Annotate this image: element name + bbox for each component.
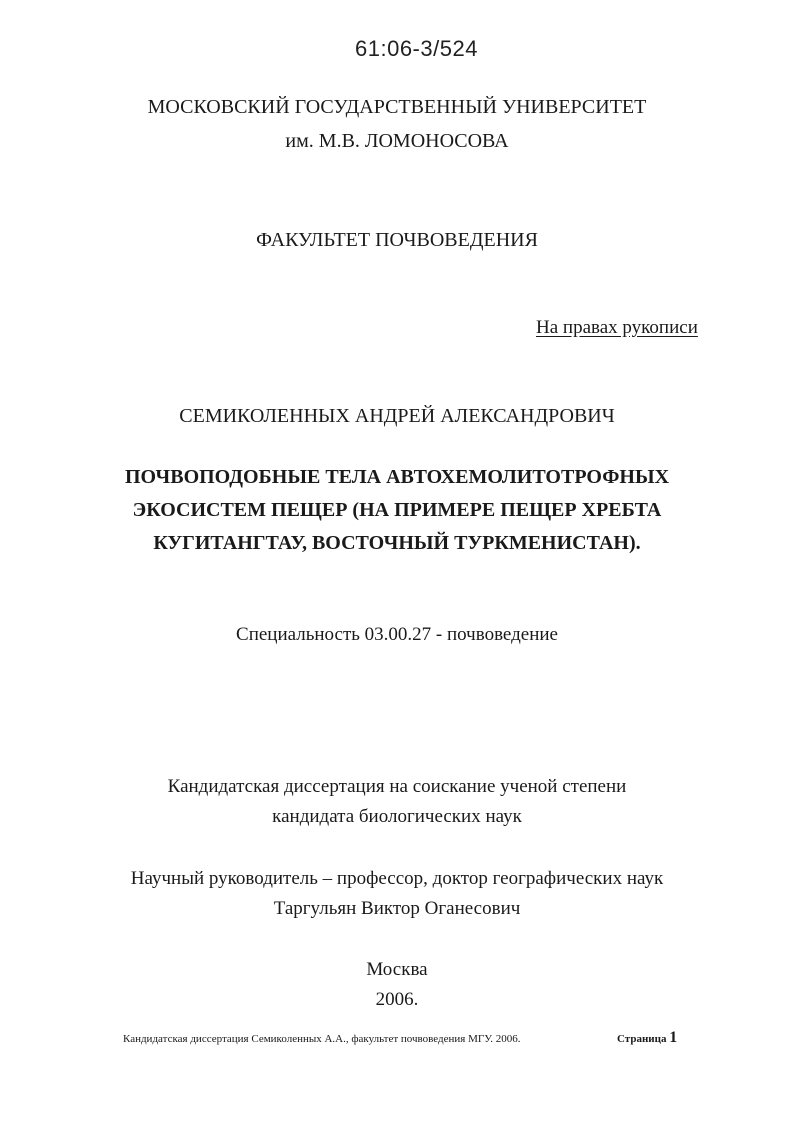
author-name: СЕМИКОЛЕННЫХ АНДРЕЙ АЛЕКСАНДРОВИЧ	[179, 405, 615, 427]
degree-line-1: Кандидатская диссертация на соискание ученой степени	[167, 776, 627, 797]
supervisor-name: Таргульян Виктор Оганесович	[273, 898, 521, 919]
supervisor-title: Научный руководитель – профессор, доктор географических наук	[130, 868, 664, 889]
footer-citation: Кандидатская диссертация Семиколенных А.А., факультет почвоведения МГУ. 2006.	[123, 1033, 521, 1045]
archive-stamp: 61:06-3/524	[355, 36, 478, 61]
page-number: 1	[669, 1029, 678, 1046]
footer-page-indicator	[617, 1029, 677, 1047]
year: 2006.	[375, 989, 419, 1010]
city: Москва	[366, 959, 428, 980]
degree-line-2: кандидата биологических наук	[272, 806, 522, 827]
page-label: Страница	[617, 1033, 667, 1045]
university-named-after: им. М.В. ЛОМОНОСОВА	[285, 130, 509, 152]
thesis-title-line-1: ПОЧВОПОДОБНЫЕ ТЕЛА АВТОХЕМОЛИТОТРОФНЫХ	[124, 466, 670, 488]
specialty: Специальность 03.00.27 - почвоведение	[236, 624, 558, 645]
thesis-title-line-3: КУГИТАНГТАУ, ВОСТОЧНЫЙ ТУРКМЕНИСТАН).	[153, 532, 641, 554]
university-name: МОСКОВСКИЙ ГОСУДАРСТВЕННЫЙ УНИВЕРСИТЕТ	[147, 96, 647, 118]
faculty-name: ФАКУЛЬТЕТ ПОЧВОВЕДЕНИЯ	[256, 229, 538, 251]
thesis-title-line-2: ЭКОСИСТЕМ ПЕЩЕР (НА ПРИМЕРЕ ПЕЩЕР ХРЕБТА	[132, 499, 662, 521]
manuscript-rights-note: На правах рукописи	[536, 317, 698, 338]
